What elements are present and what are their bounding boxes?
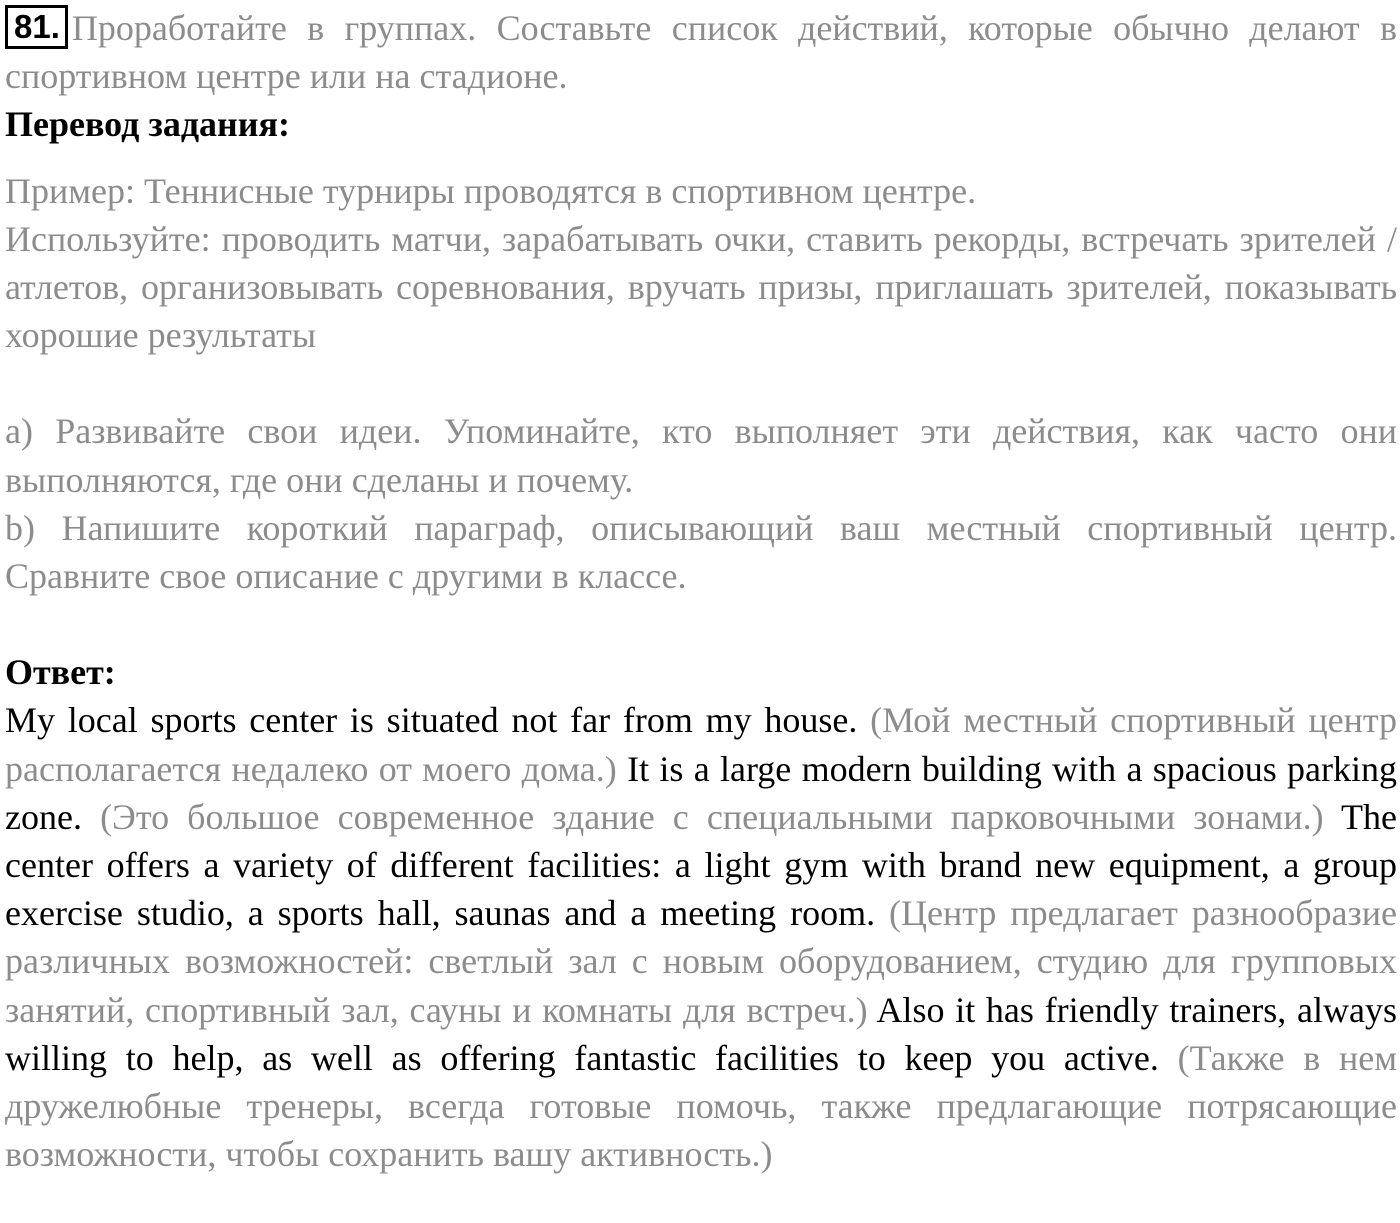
answer-russian-translation: (Это большое современное здание с специальными парковочными зонами.): [100, 796, 1324, 837]
answer-english-sentence: The center offers a variety of different facilities: a light gym with brand new equipment, a group exercise studio, a sports hall, saunas and a meeting room.: [5, 796, 1397, 934]
translation-heading: Перевод задания:: [5, 104, 290, 145]
answer-heading: Ответ:: [5, 652, 116, 693]
answer-russian-translation: (Также в нем дружелюбные тренеры, всегда готовые помочь, также предлагающие потрясающие возможности, чтобы сохранить вашу активность.): [5, 1037, 1397, 1175]
answer-russian-translation: (Центр предлагает разнообразие различных возможностей: светлый зал с новым оборудованием, студию для групповых занятий, спортивный зал, сауны и комнаты для встреч.): [5, 893, 1397, 1030]
exercise-page: [5, 4, 1397, 1178]
translation-use: Используйте: проводить матчи, зарабатывать очки, ставить рекорды, встречать зрителей / атлетов, организовывать соревнования, вручать призы, приглашать зрителей, показывать хорошие результаты: [5, 218, 1397, 356]
answer-english-sentence: It is a large modern building with a spacious parking zone.: [5, 748, 1397, 837]
task-number-badge: 81.: [5, 5, 68, 49]
answer-paragraph: [5, 696, 1397, 1178]
task-instruction: Проработайте в группах. Составьте список действий, которые обычно делают в спортивном центре или на стадионе.: [5, 8, 1397, 97]
answer-russian-translation: (Мой местный спортивный центр располагается недалеко от моего дома.): [5, 700, 1398, 789]
answer-english-sentence: Also it has friendly trainers, always willing to help, as well as offering fantastic facilities to keep you active.: [5, 989, 1398, 1078]
translation-part-a: a) Развивайте свои идеи. Упоминайте, кто выполняет эти действия, как часто они выполняются, где они сделаны и почему.: [5, 411, 1397, 500]
spacer: [5, 359, 1397, 407]
answer-english-sentence: My local sports center is situated not far from my house.: [5, 700, 858, 741]
spacer: [5, 600, 1397, 648]
task-instruction-paragraph: [5, 4, 1397, 100]
translation-example: Пример: Теннисные турниры проводятся в спортивном центре.: [5, 170, 977, 211]
translation-part-b: b) Напишите короткий параграф, описывающий ваш местный спортивный центр. Сравните свое описание с другими в классе.: [5, 507, 1397, 597]
spacer: [5, 149, 1397, 167]
